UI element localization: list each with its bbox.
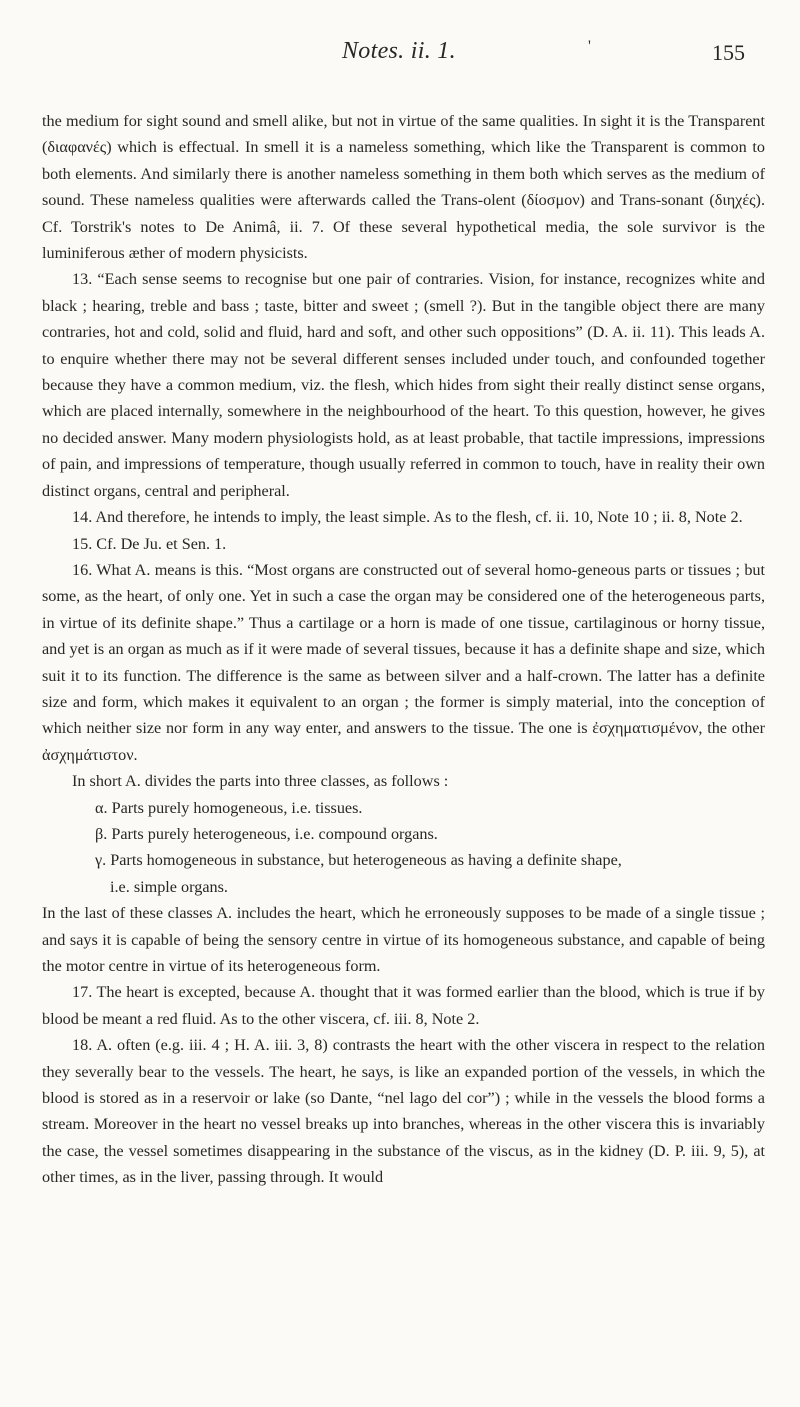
classes-conclusion: In the last of these classes A. includes the heart, which he erroneously supposes to be made of a single tissue ; and says it is capable of being the sensory centre in virtue of its homogeneous substance, and capable of being the motor centre in virtue of its heterogeneous form. — [42, 904, 765, 975]
notes-body — [42, 108, 765, 1191]
note-16: 16. What A. means is this. “Most organs are constructed out of several homo-geneous parts or tissues ; but some, as the heart, of only one. Yet in such a case the organ may be considered one of the heterogeneous parts, in virtue of its definite shape.” Thus a cartilage or a horn is made of one tissue, cartilaginous or horny tissue, and yet is an organ as much as if it were made of several tissues, because it has a definite shape and size, which suit it to its function. The difference is the same as between silver and a half-crown. The latter has a definite size and form, which makes it equivalent to an organ ; the former is simply material, into the conception of which neither size nor form in any way enter, and answers to the tissue. The one is ἐσχηματισμένον, the other ἀσχημάτιστον. — [42, 560, 765, 764]
note-17: 17. The heart is excepted, because A. thought that it was formed earlier than the blood, which is true if by blood be meant a red fluid. As to the other viscera, cf. iii. 8, Note 2. — [42, 983, 765, 1028]
class-gamma: γ. Parts homogeneous in substance, but heterogeneous as having a definite shape, — [95, 851, 622, 870]
classes-intro: In short A. divides the parts into three classes, as follows : — [72, 772, 449, 791]
note-13: 13. “Each sense seems to recognise but one pair of contraries. Vision, for instance, recognizes white and black ; hearing, treble and bass ; taste, bitter and sweet ; (smell ?). But in the tangible object there are many contraries, hot and cold, solid and fluid, hard and soft, and other such oppositions” (D. A. ii. 11). This leads A. to enquire whether there may not be several different senses included under touch, and confounded together because they have a common medium, viz. the flesh, which hides from sight their really distinct sense organs, which are placed internally, somewhere in the neighbourhood of the heart. To this question, however, he gives no decided answer. Many modern physiologists hold, as at least probable, that tactile impressions, impressions of pain, and impressions of temperature, though usually referred in common to touch, have in reality their own distinct organs, central and peripheral. — [42, 270, 765, 500]
paragraph-continuation: the medium for sight sound and smell alike, but not in virtue of the same qualities. In sight it is the Transparent (διαφανές) which is effectual. In smell it is a nameless something, which like the Transparent is common to both elements. And similarly there is another nameless something in them both which serves as the medium of sound. These nameless qualities were afterwards called the Trans-olent (δίοσμον) and Trans-sonant (διηχές). Cf. Torstrik's notes to De Animâ, ii. 7. Of these several hypothetical media, the sole survivor is the luminiferous æther of modern physicists. — [42, 112, 765, 263]
class-alpha: α. Parts purely homogeneous, i.e. tissues. — [95, 798, 363, 817]
running-title: Notes. ii. 1. — [342, 38, 456, 64]
page-number: 155 — [712, 40, 745, 65]
page-header — [0, 38, 800, 78]
note-14: 14. And therefore, he intends to imply, the least simple. As to the flesh, cf. ii. 10, Note 10 ; ii. 8, Note 2. — [72, 508, 743, 527]
class-beta: β. Parts purely heterogeneous, i.e. compound organs. — [95, 824, 438, 843]
class-gamma-continued: i.e. simple organs. — [110, 877, 228, 896]
header-mark: ' — [588, 38, 591, 55]
note-15: 15. Cf. De Ju. et Sen. 1. — [72, 534, 227, 553]
note-18: 18. A. often (e.g. iii. 4 ; H. A. iii. 3, 8) contrasts the heart with the other viscera in respect to the relation they severally bear to the vessels. The heart, he says, is like an expanded portion of the vessels, in which the blood is stored as in a reservoir or lake (so Dante, “nel lago del cor”) ; while in the vessels the blood forms a stream. Moreover in the heart no vessel breaks up into branches, whereas in the other viscera this is invariably the case, the vessel sometimes disappearing in the substance of the viscus, as in the kidney (D. P. iii. 9, 5), at other times, as in the liver, passing through. It would — [42, 1036, 765, 1187]
